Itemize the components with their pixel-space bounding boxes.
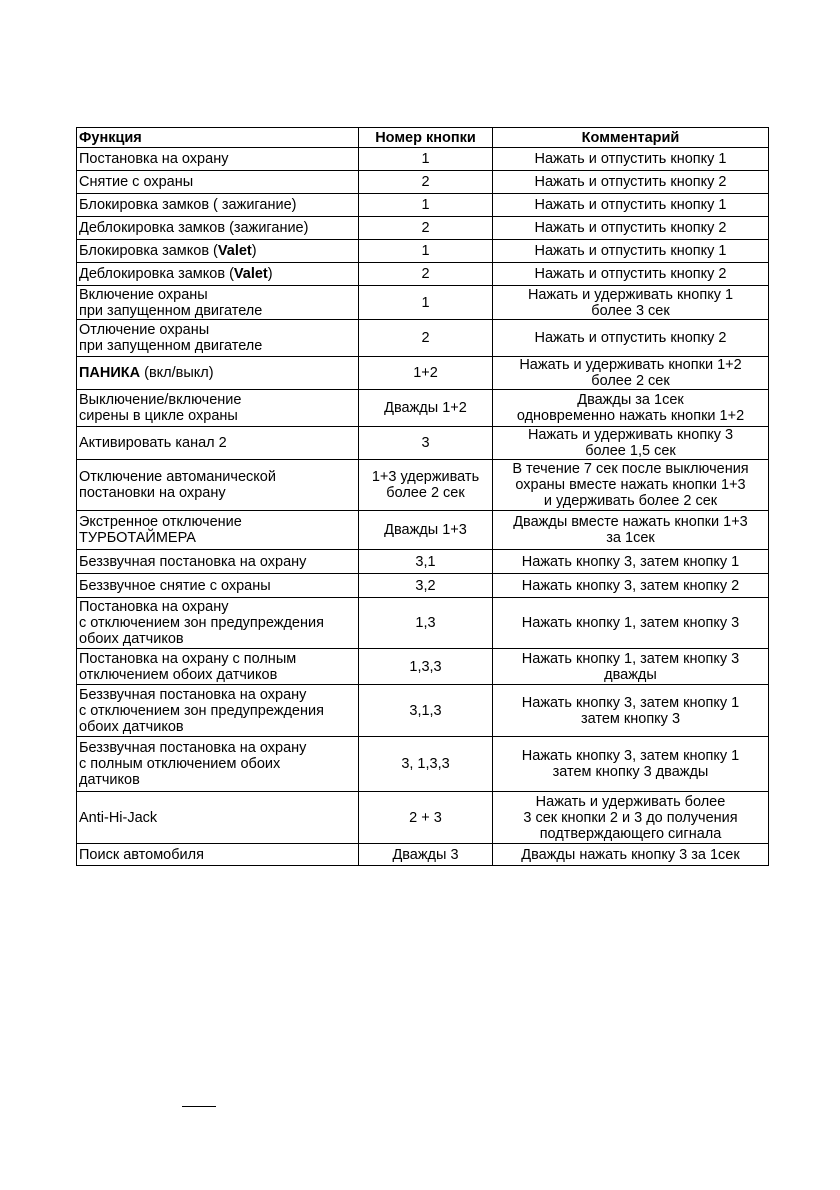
function-cell: Экстренное отключение ТУРБОТАЙМЕРА — [77, 511, 359, 550]
function-cell: Беззвучная постановка на охрану с отключением зон предупреждения обоих датчиков — [77, 685, 359, 737]
comment-cell: Нажать кнопку 3, затем кнопку 2 — [493, 574, 769, 598]
button-cell: Дважды 1+3 — [359, 511, 493, 550]
function-cell: ПАНИКА (вкл/выкл) — [77, 357, 359, 390]
comment-cell: Нажать кнопку 1, затем кнопку 3 дважды — [493, 649, 769, 685]
function-cell: Беззвучная постановка на охрану с полным отключением обоих датчиков — [77, 737, 359, 792]
button-cell: 3,1,3 — [359, 685, 493, 737]
comment-cell: Нажать и отпустить кнопку 2 — [493, 320, 769, 357]
comment-cell: Нажать и отпустить кнопку 1 — [493, 148, 769, 171]
button-cell: 3 — [359, 427, 493, 460]
comment-cell: Нажать и отпустить кнопку 2 — [493, 217, 769, 240]
table-row — [77, 320, 769, 357]
button-cell: 2 — [359, 217, 493, 240]
function-cell: Снятие с охраны — [77, 171, 359, 194]
function-cell: Постановка на охрану — [77, 148, 359, 171]
button-cell: 1 — [359, 194, 493, 217]
function-cell: Постановка на охрану с полным отключением обоих датчиков — [77, 649, 359, 685]
button-cell: 1 — [359, 240, 493, 263]
table-row — [77, 171, 769, 194]
function-cell: Активировать канал 2 — [77, 427, 359, 460]
table-row — [77, 511, 769, 550]
function-cell: Беззвучное снятие с охраны — [77, 574, 359, 598]
comment-cell: Нажать кнопку 3, затем кнопку 1 затем кнопку 3 — [493, 685, 769, 737]
header-function: Функция — [77, 128, 359, 148]
button-cell: 3, 1,3,3 — [359, 737, 493, 792]
comment-cell: Нажать и отпустить кнопку 1 — [493, 240, 769, 263]
button-cell: Дважды 3 — [359, 844, 493, 866]
table-row — [77, 217, 769, 240]
header-comment: Комментарий — [493, 128, 769, 148]
function-cell: Блокировка замков ( зажигание) — [77, 194, 359, 217]
table-row — [77, 148, 769, 171]
comment-cell: Нажать и удерживать более 3 сек кнопки 2 и 3 до получения подтверждающего сигнала — [493, 792, 769, 844]
comment-cell: Нажать и отпустить кнопку 2 — [493, 263, 769, 286]
function-cell: Деблокировка замков (Valet) — [77, 263, 359, 286]
function-cell: Деблокировка замков (зажигание) — [77, 217, 359, 240]
comment-cell: Нажать кнопку 3, затем кнопку 1 — [493, 550, 769, 574]
comment-cell: Дважды за 1сек одновременно нажать кнопки 1+2 — [493, 390, 769, 427]
button-cell: 2 — [359, 263, 493, 286]
comment-cell: Нажать кнопку 1, затем кнопку 3 — [493, 598, 769, 649]
function-cell: Блокировка замков (Valet) — [77, 240, 359, 263]
table-row — [77, 574, 769, 598]
button-cell: 1 — [359, 286, 493, 320]
table-row — [77, 792, 769, 844]
function-cell: Выключение/включение сирены в цикле охраны — [77, 390, 359, 427]
table-row — [77, 240, 769, 263]
table-header-row — [77, 128, 769, 148]
button-cell: 3,1 — [359, 550, 493, 574]
function-cell: Включение охраны при запущенном двигателе — [77, 286, 359, 320]
table-row — [77, 685, 769, 737]
table-row — [77, 550, 769, 574]
button-cell: 1 — [359, 148, 493, 171]
table-row — [77, 427, 769, 460]
functions-table — [76, 127, 769, 866]
function-cell: Беззвучная постановка на охрану — [77, 550, 359, 574]
table-row — [77, 460, 769, 511]
table-row — [77, 844, 769, 866]
comment-cell: Нажать и удерживать кнопку 3 более 1,5 сек — [493, 427, 769, 460]
comment-cell: Нажать и отпустить кнопку 2 — [493, 171, 769, 194]
button-cell: 1,3 — [359, 598, 493, 649]
function-cell: Отключение автоманической постановки на охрану — [77, 460, 359, 511]
button-cell: 2 — [359, 171, 493, 194]
function-cell: Отлючение охраны при запущенном двигателе — [77, 320, 359, 357]
function-cell: Anti-Hi-Jack — [77, 792, 359, 844]
comment-cell: Нажать кнопку 3, затем кнопку 1 затем кнопку 3 дважды — [493, 737, 769, 792]
table-row — [77, 598, 769, 649]
table-row — [77, 286, 769, 320]
function-cell: Постановка на охрану с отключением зон предупреждения обоих датчиков — [77, 598, 359, 649]
table-row — [77, 737, 769, 792]
button-cell: 2 — [359, 320, 493, 357]
comment-cell: Дважды вместе нажать кнопки 1+3 за 1сек — [493, 511, 769, 550]
comment-cell: Нажать и отпустить кнопку 1 — [493, 194, 769, 217]
comment-cell: Дважды нажать кнопку 3 за 1сек — [493, 844, 769, 866]
button-cell: 3,2 — [359, 574, 493, 598]
header-button-number: Номер кнопки — [359, 128, 493, 148]
comment-cell: Нажать и удерживать кнопку 1 более 3 сек — [493, 286, 769, 320]
button-cell: 2 + 3 — [359, 792, 493, 844]
table-row — [77, 357, 769, 390]
button-cell: Дважды 1+2 — [359, 390, 493, 427]
button-cell: 1+3 удерживать более 2 сек — [359, 460, 493, 511]
table-row — [77, 194, 769, 217]
function-cell: Поиск автомобиля — [77, 844, 359, 866]
button-cell: 1,3,3 — [359, 649, 493, 685]
table-row — [77, 263, 769, 286]
comment-cell: Нажать и удерживать кнопки 1+2 более 2 сек — [493, 357, 769, 390]
button-cell: 1+2 — [359, 357, 493, 390]
footnote-divider — [182, 1106, 216, 1107]
table-row — [77, 390, 769, 427]
comment-cell: В течение 7 сек после выключения охраны вместе нажать кнопки 1+3 и удерживать более 2 сек — [493, 460, 769, 511]
table-row — [77, 649, 769, 685]
